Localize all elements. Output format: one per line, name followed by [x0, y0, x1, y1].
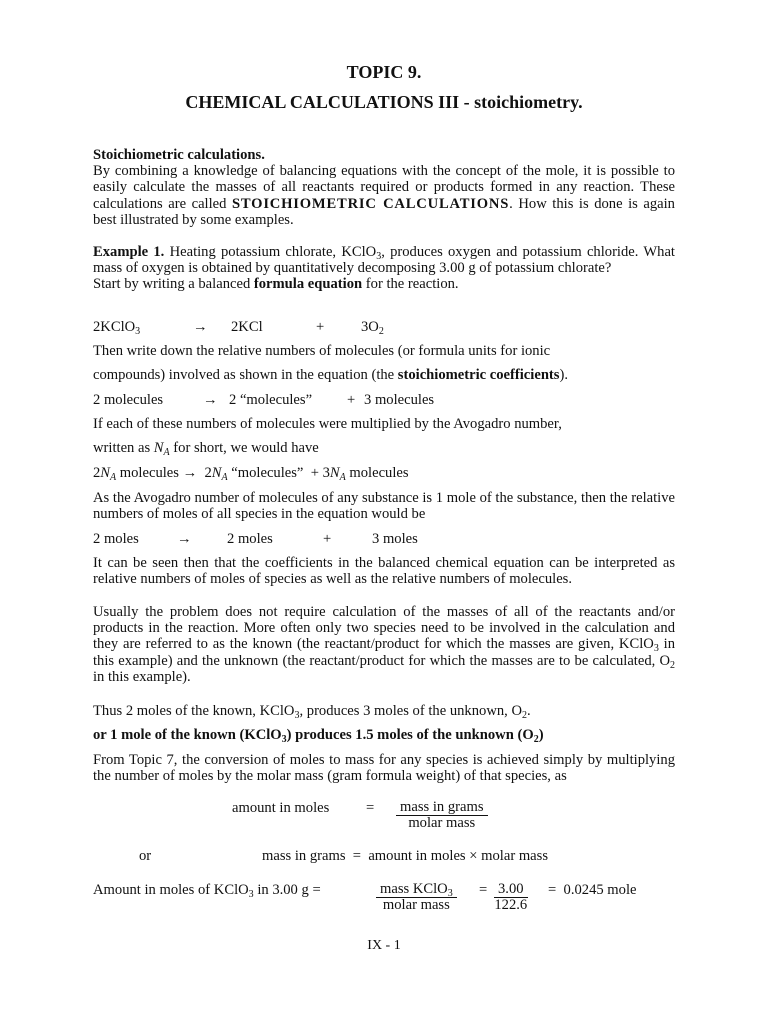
page-number: IX - 1	[367, 938, 401, 953]
start-text-end: for the reaction.	[362, 276, 459, 293]
relative-numbers-line-2: compounds) involved as shown in the equation (the stoichiometric coefficients).	[93, 367, 568, 383]
equation-2-plus: +	[347, 392, 356, 408]
example-text-cont: , produces oxygen and potassium chloride. What mass of oxygen is obtained by quantitatively decomposing 3.00 g of potassium chlorate?	[93, 244, 675, 277]
intro-text-end: . How this is done is again best illustrated by some examples.	[93, 195, 675, 228]
equation-1-product-a: 2KCl	[231, 319, 263, 335]
equation-4-right: 3 moles	[372, 531, 418, 547]
equation-2-left: 2 molecules	[93, 392, 164, 408]
equation-1-arrow: →	[193, 319, 208, 335]
equation-3: $2N_A$ molecules → $2N_A$ “molecules” + $3N_A$ molecules	[93, 465, 409, 483]
equation-4-arrow: →	[177, 531, 192, 547]
equation-1-reactant: 2KClO$_3$	[93, 319, 141, 337]
section-heading: Stoichiometric calculations.	[93, 147, 265, 163]
calculation-equals: =	[479, 882, 488, 898]
fraction-denominator: molar mass	[408, 815, 476, 831]
known-unknown-paragraph: Usually the problem does not require calculation of the masses of all of the reactants and/or products in the reaction. More often only two species need to be involved in the calculation and they are referred to as the known (the reactant/product for which the masses are given, KClO$_3$ in this example) and the unknown (the reactant/product for which the masses are to be calculated, $O_2$ in this example).	[93, 604, 675, 685]
formula-2-text: mass in grams = amount in moles × molar mass	[262, 848, 549, 864]
formula-1-fraction	[396, 800, 488, 831]
intro-section	[93, 147, 675, 228]
formula-1-equals: =	[366, 800, 375, 816]
avogadro-line-2: written as $N_A$ for short, we would have	[93, 440, 319, 458]
equation-2-mid: 2 “molecules”	[229, 392, 313, 408]
start-text: Start by writing a balanced	[93, 276, 254, 293]
mole-paragraph: As the Avogadro number of molecules of any substance is 1 mole of the substance, then the relative numbers of moles of all species in the equation would be	[93, 490, 675, 523]
fraction-numerator: mass in grams	[396, 800, 488, 816]
calculation-fraction-2: $\frac{3.00}{122.6}$	[494, 881, 528, 913]
equation-4-plus: +	[323, 531, 332, 547]
equation-2-right: 3 molecules	[364, 392, 435, 408]
formula-2-or: or	[139, 848, 152, 864]
example-1: Example 1. Heating potassium chlorate, KClO$_3$, produces oxygen and potassium chloride. What mass of oxygen is obtained by quantitatively decomposing 3.00 g of potassium chlorate? Start by writing a balanced formula equation for the reaction.	[93, 244, 675, 293]
equation-1-plus: +	[316, 319, 325, 335]
formula-equation-term: formula equation	[253, 276, 363, 293]
topic7-paragraph: From Topic 7, the conversion of moles to mass for any species is achieved simply by multiplying the number of moles by the molar mass (gram formula weight) of that species, as	[93, 752, 675, 785]
equation-2-arrow: →	[203, 392, 218, 408]
intro-text: By combining a knowledge of balancing equations with the concept of the mole, it is possible to easily calculate the masses of all reactants required or products formed in any reaction. These calculations are called	[93, 163, 675, 212]
stoichiometric-term: STOICHIOMETRIC CALCULATIONS	[231, 195, 510, 212]
avogadro-line-1: If each of these numbers of molecules were multiplied by the Avogadro number,	[93, 416, 562, 432]
mole-ratio-statement: or 1 mole of the known (KClO$_3$) produces 1.5 moles of the unknown $(O_2)$	[93, 727, 544, 745]
topic-heading: TOPIC 9.	[346, 62, 422, 82]
formula-1-lhs: amount in moles	[232, 800, 330, 816]
example-label: Example 1.	[93, 244, 165, 260]
calculation-lhs: Amount in moles of KClO$_3$ in 3.00 g =	[93, 882, 321, 900]
relative-numbers-line-1: Then write down the relative numbers of molecules (or formula units for ionic	[93, 343, 551, 359]
coefficient-paragraph: It can be seen then that the coefficients in the balanced chemical equation can be interpreted as relative numbers of moles of species as well as the relative numbers of molecules.	[93, 555, 675, 588]
equation-4-mid: 2 moles	[227, 531, 273, 547]
thus-line: Thus 2 moles of the known, KClO$_3$, produces 3 moles of the unknown, $O_2$.	[93, 703, 531, 721]
calculation-fraction-1: mass KClO$_3$ molar mass	[376, 882, 457, 913]
page-title: CHEMICAL CALCULATIONS III - stoichiometry.	[185, 92, 583, 112]
calculation-result: = 0.0245 mole	[548, 882, 637, 898]
equation-4-left: 2 moles	[93, 531, 139, 547]
equation-1-product-b: $3O_2$	[361, 319, 384, 337]
example-text: Heating potassium chlorate, KClO	[164, 244, 377, 260]
